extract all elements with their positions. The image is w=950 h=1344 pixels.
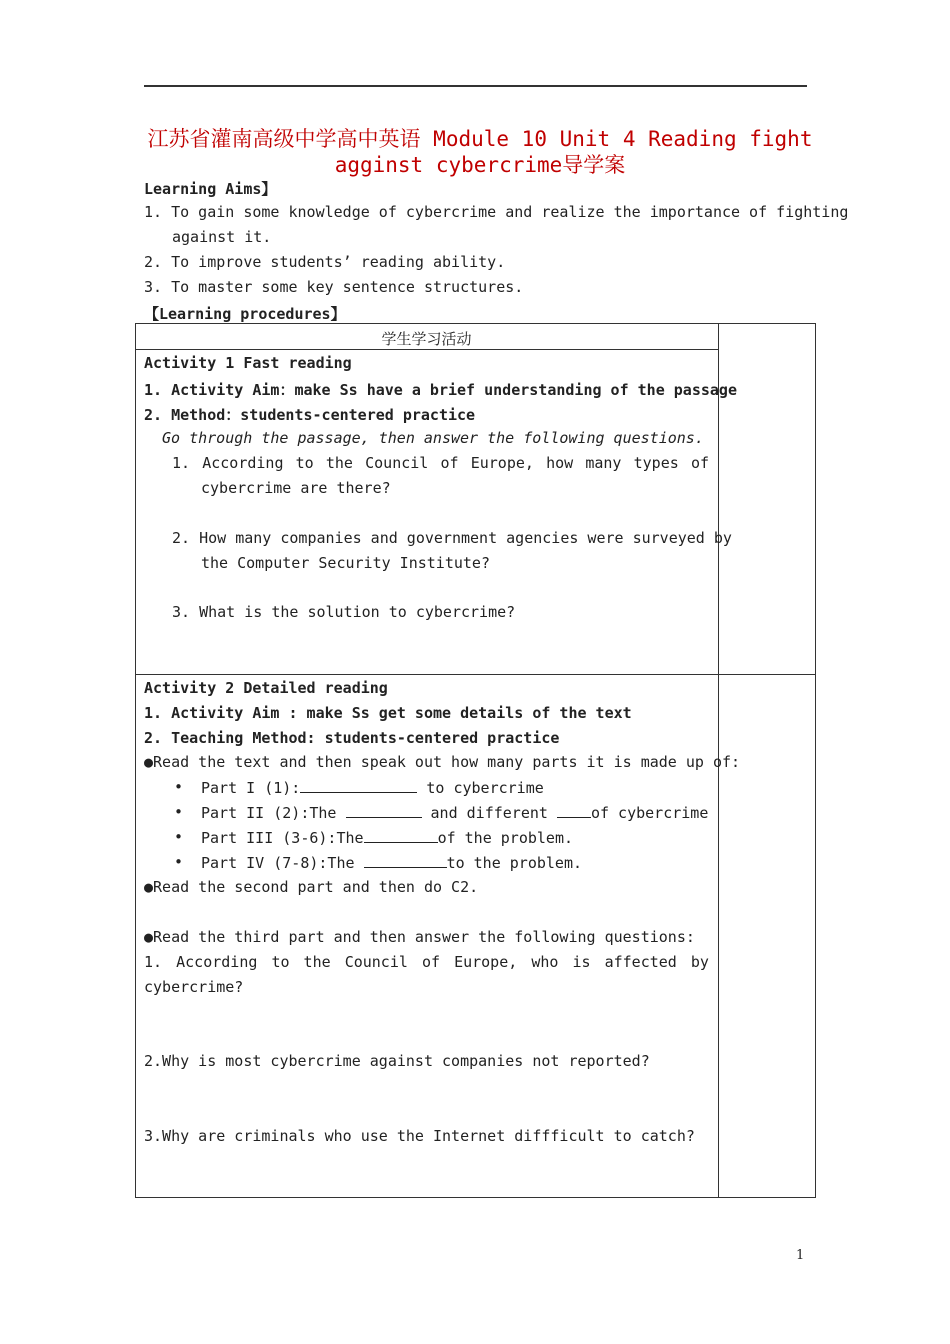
- word: 1.: [172, 454, 191, 472]
- table-header: 学生学习活动: [381, 330, 472, 348]
- activity1-question-3: 3. What is the solution to cybercrime?: [172, 603, 516, 621]
- word: According: [176, 953, 258, 971]
- part-1-bullet: •: [174, 778, 184, 796]
- word: According: [202, 454, 284, 472]
- activity2-method: 2. Teaching Method: students-centered practice: [144, 729, 560, 747]
- activity2-bullet-3: ●Read the third part and then answer the following questions:: [144, 928, 695, 946]
- activity1-method: 2. Method：students-centered practice: [144, 406, 476, 424]
- word: how: [546, 454, 574, 472]
- part-2-text-mid: and different: [421, 804, 557, 822]
- document-title-line2: agginst cybercrime导学案: [334, 153, 626, 177]
- word: the: [325, 454, 353, 472]
- activity2-bullet-1: ●Read the text and then speak out how many parts it is made up of:: [144, 753, 741, 771]
- word: Europe,: [454, 953, 518, 971]
- top-rule: [144, 85, 807, 87]
- word: to: [271, 953, 290, 971]
- part-2-blank-a[interactable]: [346, 803, 422, 818]
- aim-item-3: 3. To master some key sentence structures.: [144, 278, 524, 296]
- activity2-bullet-2: ●Read the second part and then do C2.: [144, 878, 479, 896]
- table-row-divider: [135, 674, 816, 675]
- aim-item-2: 2. To improve students’ reading ability.: [144, 253, 506, 271]
- activity2-question-1-cont: cybercrime?: [144, 978, 244, 996]
- part-4-blank[interactable]: [364, 853, 447, 868]
- activity1-question-2-cont: the Computer Security Institute?: [201, 554, 490, 572]
- activity1-question-1-cont: cybercrime are there?: [201, 479, 391, 497]
- part-1-text: to cybercrime: [417, 779, 544, 797]
- word: affected: [604, 953, 677, 971]
- learning-aims-heading: Learning Aims】: [144, 180, 277, 198]
- word: the: [303, 953, 331, 971]
- word: 1.: [144, 953, 163, 971]
- table-header-divider: [135, 349, 718, 350]
- activity1-question-1: [172, 454, 709, 472]
- part-4-label: Part IV (7-8):The: [201, 854, 364, 872]
- page-number: 1: [796, 1248, 805, 1263]
- activity2-title: Activity 2 Detailed reading: [144, 679, 388, 697]
- document-title-line1: 江苏省灌南高级中学高中英语 Module 10 Unit 4 Reading fight: [147, 127, 813, 151]
- word: who: [531, 953, 559, 971]
- word: many: [585, 454, 622, 472]
- part-3: [201, 828, 573, 847]
- part-2-blank-b[interactable]: [557, 803, 591, 818]
- part-2: [201, 803, 708, 822]
- aim-item-1: 1. To gain some knowledge of cybercrime and realize the importance of fighting: [144, 203, 849, 221]
- activity2-question-3: 3.Why are criminals who use the Internet diffficult to catch?: [144, 1127, 695, 1145]
- part-2-text: of cybercrime: [590, 804, 709, 822]
- activity2-question-2: 2.Why is most cybercrime against companies not reported?: [144, 1052, 650, 1070]
- activity1-title: Activity 1 Fast reading: [144, 354, 352, 372]
- aim-item-1-cont: against it.: [172, 228, 272, 246]
- part-1-label: Part I (1):: [201, 779, 301, 797]
- word: Council: [344, 953, 408, 971]
- activity2-aim: 1. Activity Aim : make Ss get some details of the text: [144, 704, 632, 722]
- activity1-question-2: 2. How many companies and government agencies were surveyed by: [172, 529, 732, 547]
- activity2-question-1: [144, 953, 709, 971]
- word: is: [572, 953, 591, 971]
- part-4-bullet: •: [174, 853, 184, 871]
- part-3-bullet: •: [174, 828, 184, 846]
- word: types: [633, 454, 679, 472]
- part-2-bullet: •: [174, 803, 184, 821]
- part-4-text: to the problem.: [446, 854, 583, 872]
- word: of: [690, 454, 709, 472]
- activity1-instruction: Go through the passage, then answer the following questions.: [162, 429, 704, 447]
- word: Council: [365, 454, 429, 472]
- part-2-label: Part II (2):The: [201, 804, 346, 822]
- part-4: [201, 853, 582, 872]
- part-1-blank[interactable]: [300, 778, 417, 793]
- word: of: [440, 454, 459, 472]
- word: to: [295, 454, 314, 472]
- part-3-blank[interactable]: [364, 828, 438, 843]
- word: Europe,: [470, 454, 534, 472]
- learning-procedures-heading: 【Learning procedures】: [144, 305, 346, 323]
- part-1: [201, 778, 544, 797]
- activity1-aim: 1. Activity Aim：make Ss have a brief understanding of the passage: [144, 381, 737, 399]
- word: of: [421, 953, 441, 971]
- word: by: [690, 953, 709, 971]
- part-3-text: of the problem.: [437, 829, 574, 847]
- part-3-label: Part III (3-6):The: [201, 829, 364, 847]
